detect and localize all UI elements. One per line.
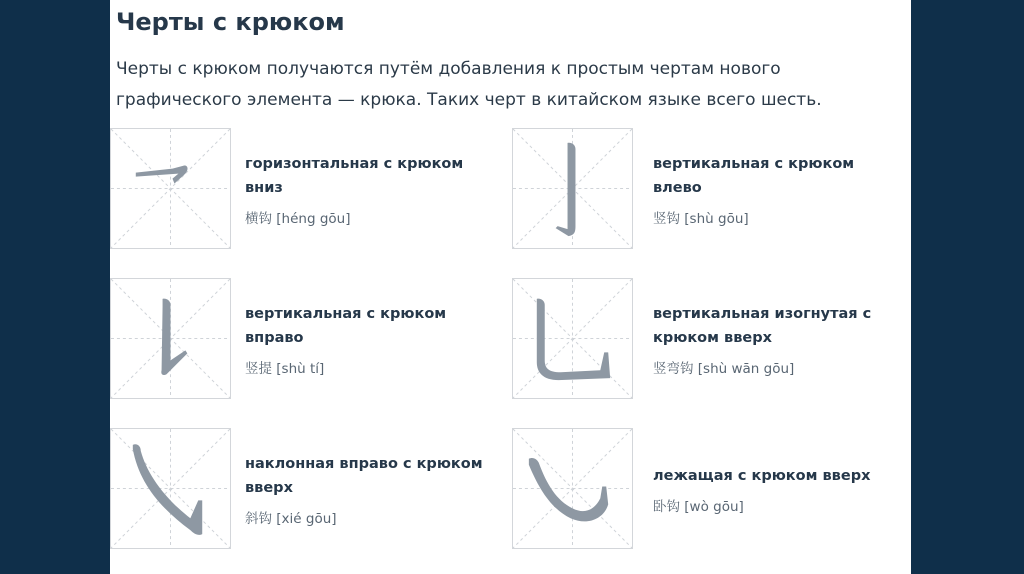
stroke-name: наклонная вправо с крюком вверх <box>245 456 483 496</box>
stroke-name: горизонтальная с крюком вниз <box>245 156 464 196</box>
vertical-rise-stroke-icon <box>110 278 231 399</box>
vertical-hook-stroke-icon <box>512 128 633 249</box>
lying-hook-stroke-icon <box>512 428 633 549</box>
stroke-pinyin: 竖提 [shù tí] <box>245 361 325 377</box>
slant-hook-stroke-icon <box>110 428 231 549</box>
intro-paragraph: Черты с крюком получаются путём добавления к простым чертам нового графического элемента — крюка. Таких черт в китайском языке всего шесть. <box>116 59 822 110</box>
stroke-name: вертикальная с крюком влево <box>653 156 855 196</box>
stroke-pinyin: 竖弯钩 [shù wān gōu] <box>653 361 795 377</box>
content-page <box>110 0 911 574</box>
horizontal-hook-stroke-icon <box>110 128 231 249</box>
page-title: Черты с крюком <box>116 8 345 36</box>
stroke-name: вертикальная с крюком вправо <box>245 306 447 346</box>
stroke-pinyin: 卧钩 [wò gōu] <box>653 499 744 515</box>
stroke-pinyin: 横钩 [héng gōu] <box>245 211 351 227</box>
stroke-name: вертикальная изогнутая с крюком вверх <box>653 306 872 346</box>
stroke-pinyin: 竖钩 [shù gōu] <box>653 211 749 227</box>
vertical-bend-hook-stroke-icon <box>512 278 633 399</box>
stroke-name: лежащая с крюком вверх <box>653 468 871 484</box>
stroke-pinyin: 斜钩 [xié gōu] <box>245 511 337 527</box>
